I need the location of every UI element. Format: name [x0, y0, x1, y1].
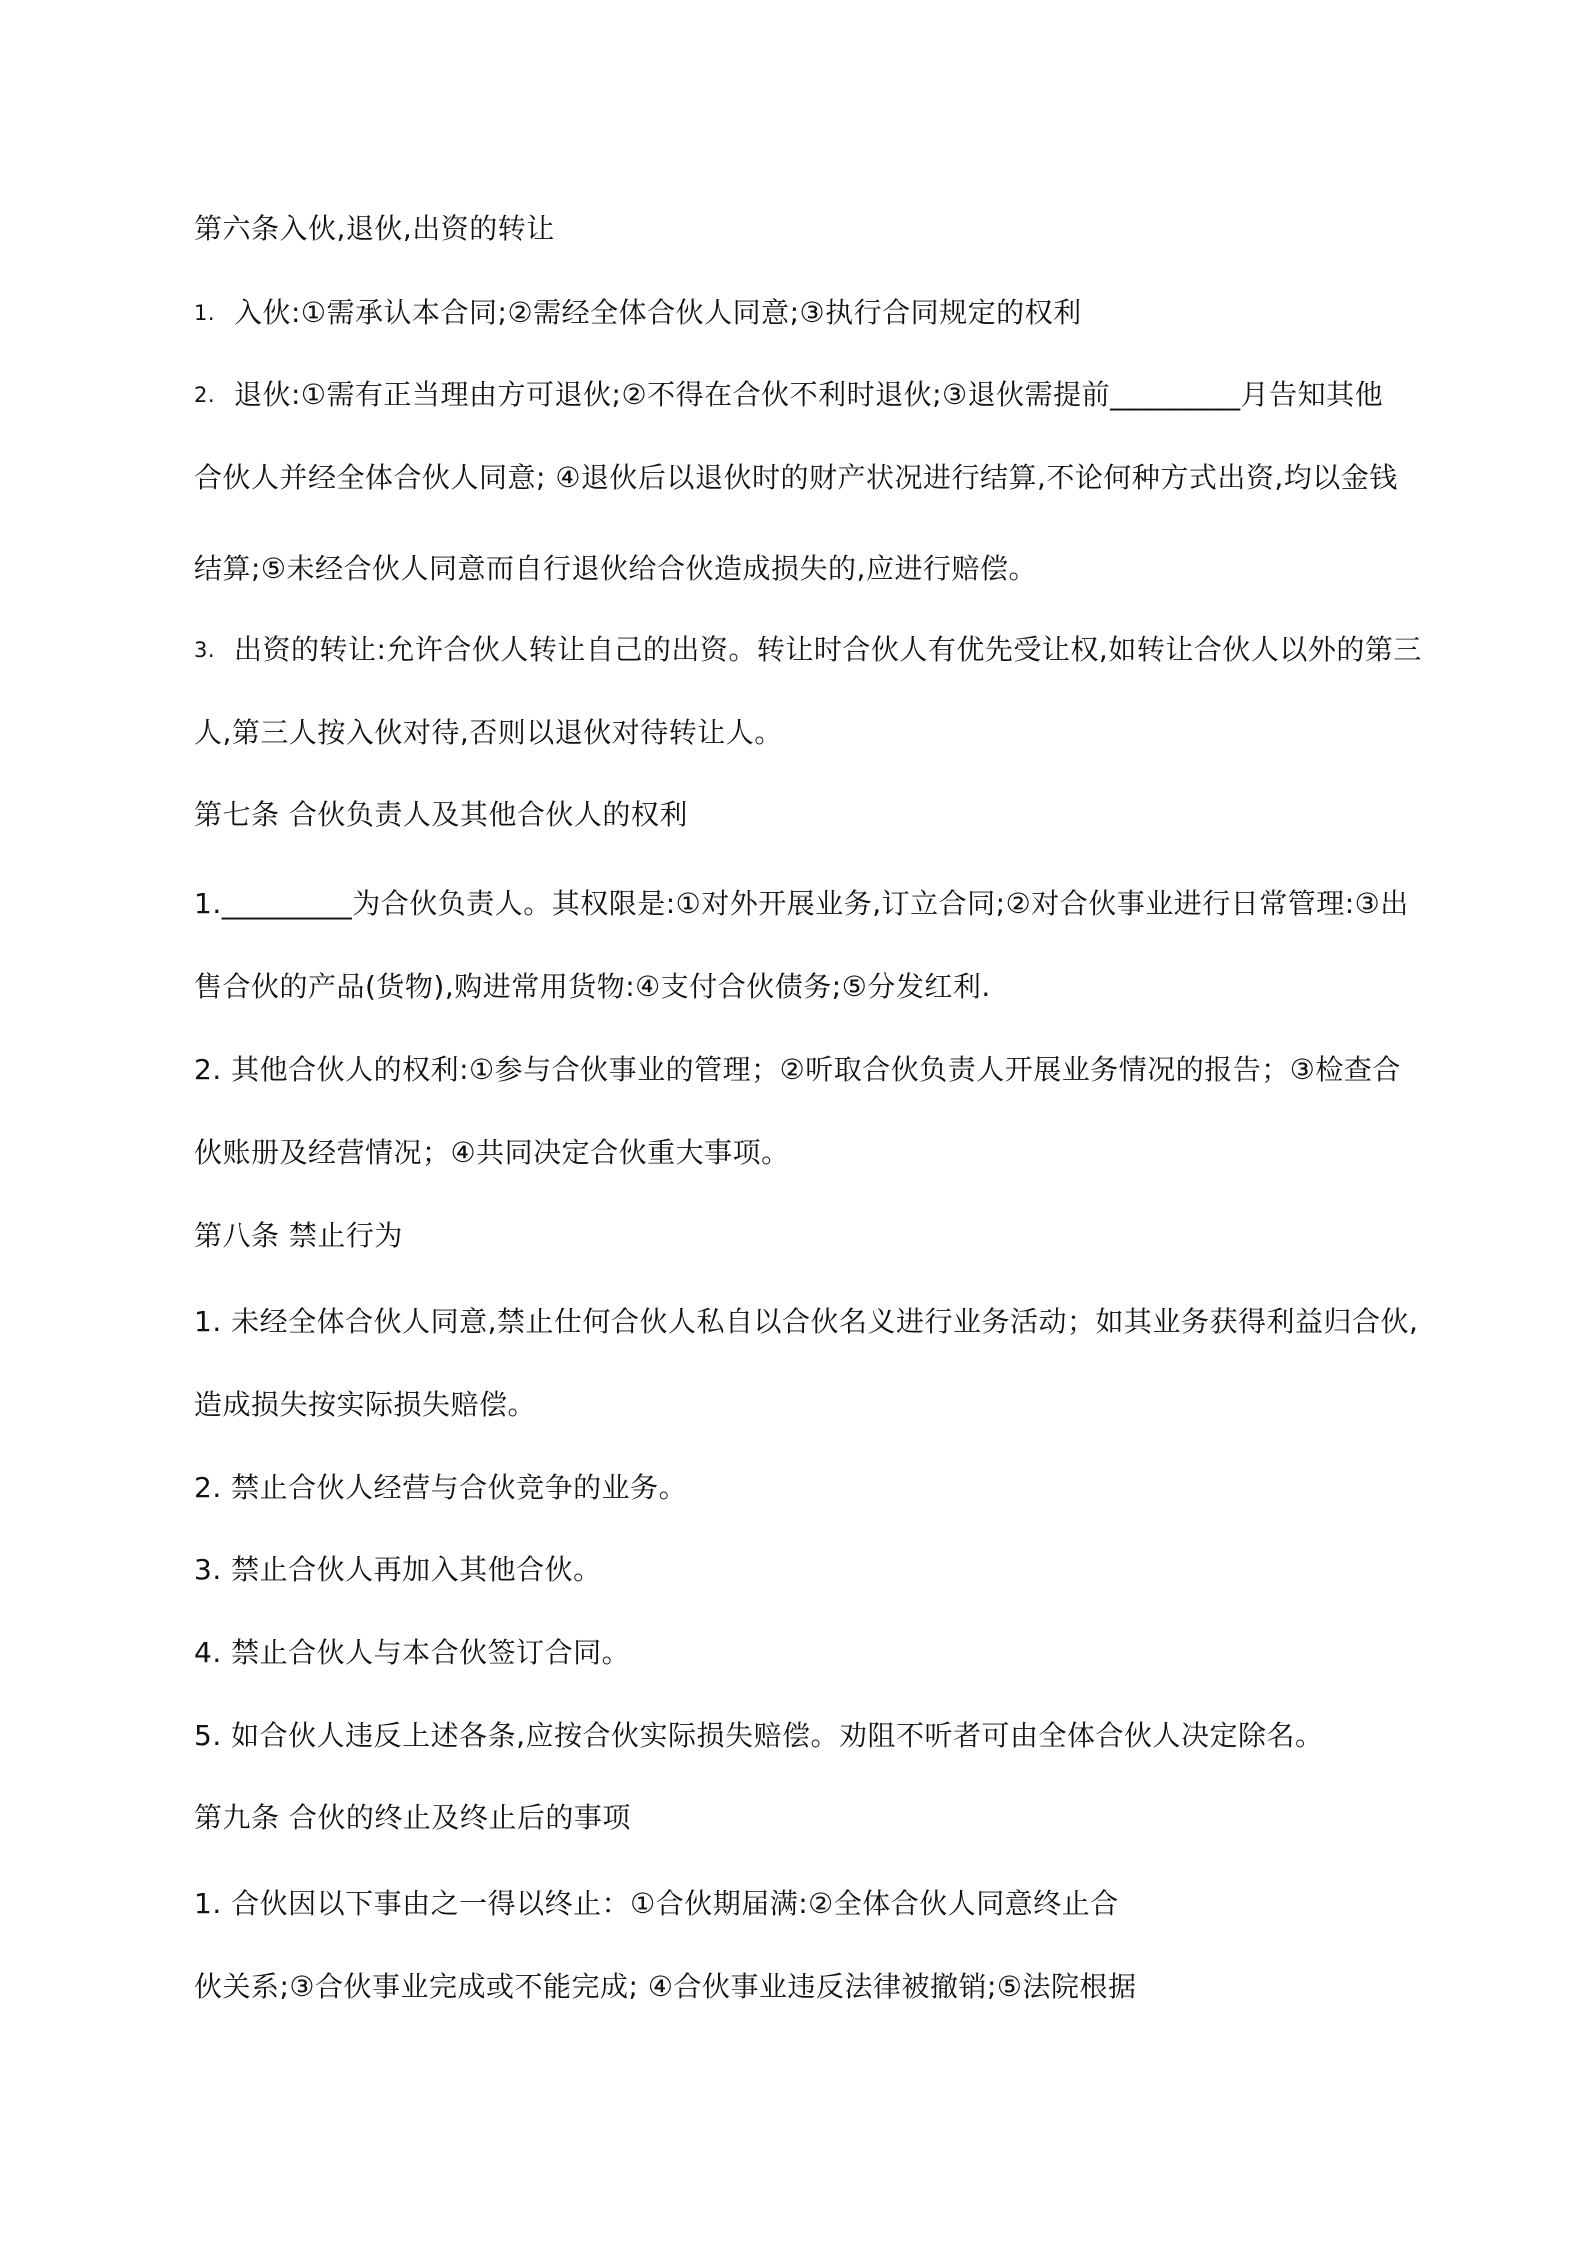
article-7-item-2-line-2: 伙账册及经营情况；④共同决定合伙重大事项。: [194, 1136, 790, 1169]
article-6-item-2-line-3: 结算;⑤未经合伙人同意而自行退伙给合伙造成损失的,应进行赔偿。: [194, 552, 1037, 585]
article-8-item-3: 3. 禁止合伙人再加入其他合伙。: [194, 1553, 602, 1586]
paragraph-text: 出资的转让:允许合伙人转让自己的出资。转让时合伙人有优先受让权,如转让合伙人以外的第三: [234, 633, 1422, 666]
paragraph-text: 退伙:①需有正当理由方可退伙;②不得在合伙不利时退伙;③退伙需提前_________月告知其他: [234, 378, 1384, 411]
article-6-item-1: [194, 293, 1082, 333]
list-number: 2.: [194, 383, 216, 407]
article-6-item-3-line-1: [194, 630, 1422, 670]
article-6-item-2-line-2: 合伙人并经全体合伙人同意; ④退伙后以退伙时的财产状况进行结算,不论何种方式出资,均以金钱: [194, 461, 1398, 494]
article-8-item-2: 2. 禁止合伙人经营与合伙竞争的业务。: [194, 1471, 688, 1504]
article-9-item-1-line-2: 伙关系;③合伙事业完成或不能完成; ④合伙事业违反法律被撤销;⑤法院根据: [194, 1970, 1137, 2003]
list-number: 1.: [194, 301, 216, 325]
article-8-title: 第八条 禁止行为: [194, 1219, 403, 1252]
list-number: 3.: [194, 638, 216, 662]
article-8-item-5: 5. 如合伙人违反上述各条,应按合伙实际损失赔偿。劝阻不听者可由全体合伙人决定除名。: [194, 1719, 1324, 1752]
article-7-title: 第七条 合伙负责人及其他合伙人的权利: [194, 798, 688, 831]
article-9-item-1-line-1: 1. 合伙因以下事由之一得以终止：①合伙期届满:②全体合伙人同意终止合: [194, 1887, 1119, 1920]
article-7-item-1-line-2: 售合伙的产品(货物),购进常用货物:④支付合伙债务;⑤分发红利.: [194, 970, 991, 1003]
article-7-item-2-line-1: 2. 其他合伙人的权利:①参与合伙事业的管理；②听取合伙负责人开展业务情况的报告；③检查合: [194, 1053, 1401, 1086]
article-8-item-1-line-2: 造成损失按实际损失赔偿。: [194, 1388, 537, 1421]
article-6-item-2-line-1: [194, 375, 1383, 415]
article-8-item-4: 4. 禁止合伙人与本合伙签订合同。: [194, 1636, 631, 1669]
article-9-title: 第九条 合伙的终止及终止后的事项: [194, 1801, 631, 1834]
paragraph-text: 入伙:①需承认本合同;②需经全体合伙人同意;③执行合同规定的权利: [234, 296, 1082, 329]
article-6-title: 第六条入伙,退伙,出资的转让: [194, 212, 555, 245]
article-6-item-3-line-2: 人,第三人按入伙对待,否则以退伙对待转让人。: [194, 716, 783, 749]
article-7-item-1-line-1: 1._________为合伙负责人。其权限是:①对外开展业务,订立合同;②对合伙事业进行日常管理:③出: [194, 887, 1409, 920]
article-8-item-1-line-1: 1. 未经全体合伙人同意,禁止仕何合伙人私自以合伙名义进行业务活动；如其业务获得利益归合伙,: [194, 1305, 1419, 1338]
